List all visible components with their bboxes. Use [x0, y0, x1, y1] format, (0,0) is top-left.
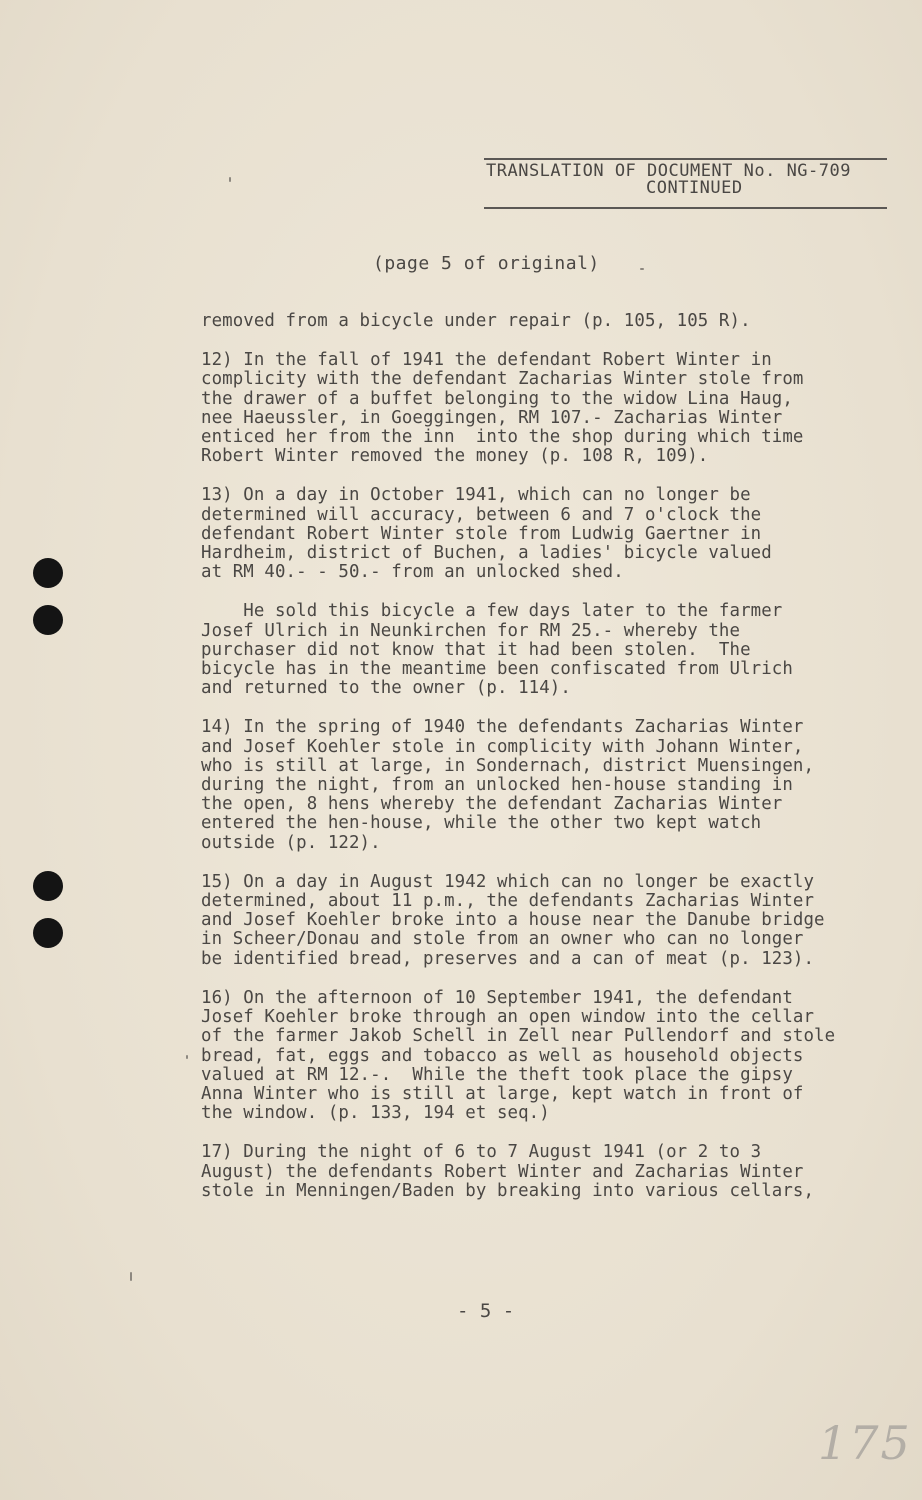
handwritten-folio-number: 175	[818, 1416, 912, 1470]
paper-speck	[186, 1055, 188, 1059]
original-page-note: (page 5 of original)	[373, 253, 600, 274]
paragraph-item-17: 17) During the night of 6 to 7 August 1941 (or 2 to 3 August) the defendants Robert Winter and Zacharias Winter stole in Menningen/Baden by breaking into various cellars,	[201, 1142, 815, 1201]
header-bottom-rule	[484, 207, 887, 209]
header-title: TRANSLATION OF DOCUMENT No. NG-709	[486, 161, 851, 181]
paragraph-item-13: 13) On a day in October 1941, which can no longer be determined will accuracy, between 6 and 7 o'clock the defendant Robert Winter stole from Ludwig Gaertner in Hardheim, district of Buchen, a ladies' bicycle valued at RM 40.- - 50.- from an unlocked shed.	[201, 485, 772, 583]
paper-speck	[130, 1272, 132, 1281]
document-body	[201, 312, 891, 1201]
punch-hole	[33, 605, 63, 635]
paragraph-item-12: 12) In the fall of 1941 the defendant Robert Winter in complicity with the defendant Zacharias Winter stole from the drawer of a buffet belonging to the widow Lina Haug, nee Haeussler, in Goeggingen, RM 107.- Zacharias Winter enticed her from the inn into the shop during which time Robert Winter removed the money (p. 108 R, 109).	[201, 350, 804, 467]
paragraph-item-16: 16) On the afternoon of 10 September 1941, the defendant Josef Koehler broke through an open window into the cellar of the farmer Jakob Schell in Zell near Pullendorf and stole bread, fat, eggs and tobacco as well as household objects valued at RM 12.-. While the theft took place the gipsy Anna Winter who is still at large, kept watch in front of the window. (p. 133, 194 et seq.)	[201, 987, 836, 1124]
paragraph-item-13-continued: He sold this bicycle a few days later to the farmer Josef Ulrich in Neunkirchen for RM 25.- whereby the purchaser did not know that it had been stolen. The bicycle has in the meantime been confiscated from Ulrich and returned to the owner (p. 114).	[201, 601, 793, 699]
page-number: - 5 -	[457, 1300, 515, 1322]
header-continued: CONTINUED	[646, 178, 743, 198]
punch-hole	[33, 558, 63, 588]
paragraph-item-14: 14) In the spring of 1940 the defendants Zacharias Winter and Josef Koehler stole in complicity with Johann Winter, who is still at large, in Sondernach, district Muensingen, during the night, from an unlocked hen-house standing in the open, 8 hens whereby the defendant Zacharias Winter entered the hen-house, while the other two kept watch outside (p. 122).	[201, 717, 815, 853]
punch-hole	[33, 918, 63, 948]
document-header	[486, 163, 886, 197]
punch-hole	[33, 871, 63, 901]
paragraph-item-15: 15) On a day in August 1942 which can no longer be exactly determined, about 11 p.m., the defendants Zacharias Winter and Josef Koehler broke into a house near the Danube bridge in Scheer/Donau and stole from an owner who can no longer be identified bread, preserves and a can of meat (p. 123).	[201, 871, 825, 969]
header-top-rule	[484, 158, 887, 160]
paper-speck	[640, 268, 644, 270]
paper-speck	[229, 177, 231, 182]
paragraph-continuation: removed from a bicycle under repair (p. 105, 105 R).	[201, 311, 751, 331]
